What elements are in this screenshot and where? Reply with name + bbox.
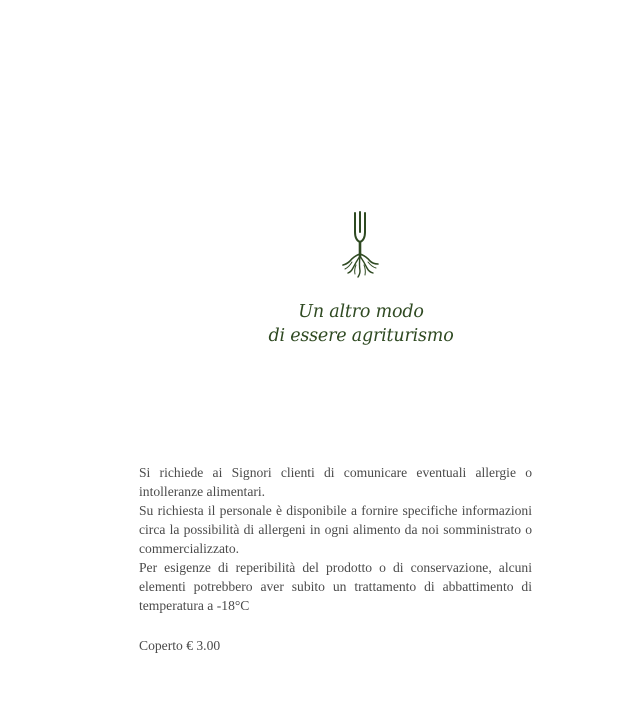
allergen-paragraph: Si richiede ai Signori clienti di comunicare eventuali allergie o intolleranze alimentari. [139, 465, 532, 499]
tagline-line-1: Un altro modo [298, 302, 424, 322]
allergen-paragraph: Su richiesta il personale è disponibile a fornire specifiche informazioni circa la possibilità di allergeni in ogni alimento da noi somministrato o commercializzato. [139, 503, 532, 556]
tagline-line-2: di essere agriturismo [268, 326, 454, 346]
allergen-notice [139, 463, 532, 615]
cover-charge: Coperto € 3.00 [139, 638, 221, 653]
fork-with-roots-icon [341, 210, 381, 278]
conservation-paragraph: Per esigenze di reperibilità del prodotto o di conservazione, alcuni elementi potrebbero aver subito un trattamento di abbattimento di temperatura a -18°C [139, 560, 532, 613]
